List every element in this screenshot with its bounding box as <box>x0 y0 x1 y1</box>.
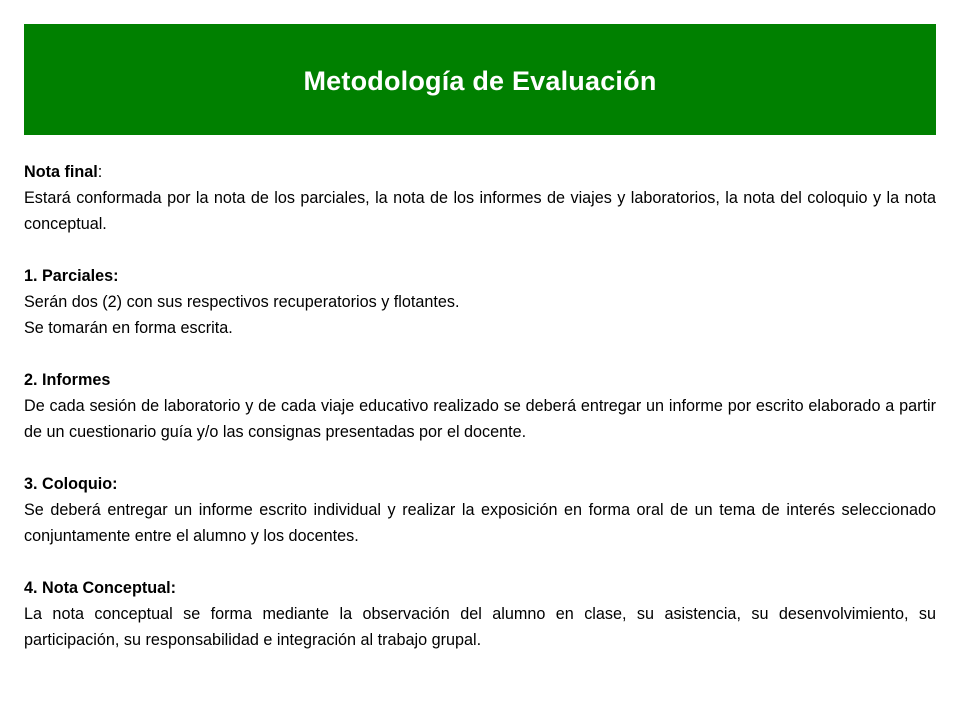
section-text: La nota conceptual se forma mediante la observación del alumno en clase, su asistencia, su desenvolvimiento, su participación, su responsabilidad e integración al trabajo grupal. <box>24 605 936 649</box>
section-informes <box>24 367 936 445</box>
section-heading: 1. Parciales: <box>24 267 119 285</box>
section-coloquio <box>24 471 936 549</box>
section-text: Estará conformada por la nota de los parciales, la nota de los informes de viajes y laboratorios, la nota del coloquio y la nota conceptual. <box>24 189 936 233</box>
section-heading: 3. Coloquio: <box>24 475 118 493</box>
section-heading: 4. Nota Conceptual: <box>24 579 176 597</box>
section-heading: Nota final <box>24 163 98 181</box>
section-text: Se deberá entregar un informe escrito individual y realizar la exposición en forma oral de un tema de interés seleccionado conjuntamente entre el alumno y los docentes. <box>24 501 936 545</box>
heading-colon: : <box>97 163 103 181</box>
title-banner <box>24 24 936 135</box>
section-text: De cada sesión de laboratorio y de cada viaje educativo realizado se deberá entregar un informe por escrito elaborado a partir de un cuestionario guía y/o las consignas presentadas por el docente. <box>24 397 936 441</box>
section-nota-final <box>24 159 936 237</box>
section-nota-conceptual <box>24 575 936 653</box>
section-heading-line <box>24 159 936 185</box>
section-heading: 2. Informes <box>24 371 111 389</box>
page-title: Metodología de Evaluación <box>303 66 657 96</box>
evaluation-content <box>24 159 936 653</box>
section-text: Se tomarán en forma escrita. <box>24 319 233 337</box>
section-text: Serán dos (2) con sus respectivos recuperatorios y flotantes. <box>24 293 460 311</box>
section-parciales <box>24 263 936 341</box>
